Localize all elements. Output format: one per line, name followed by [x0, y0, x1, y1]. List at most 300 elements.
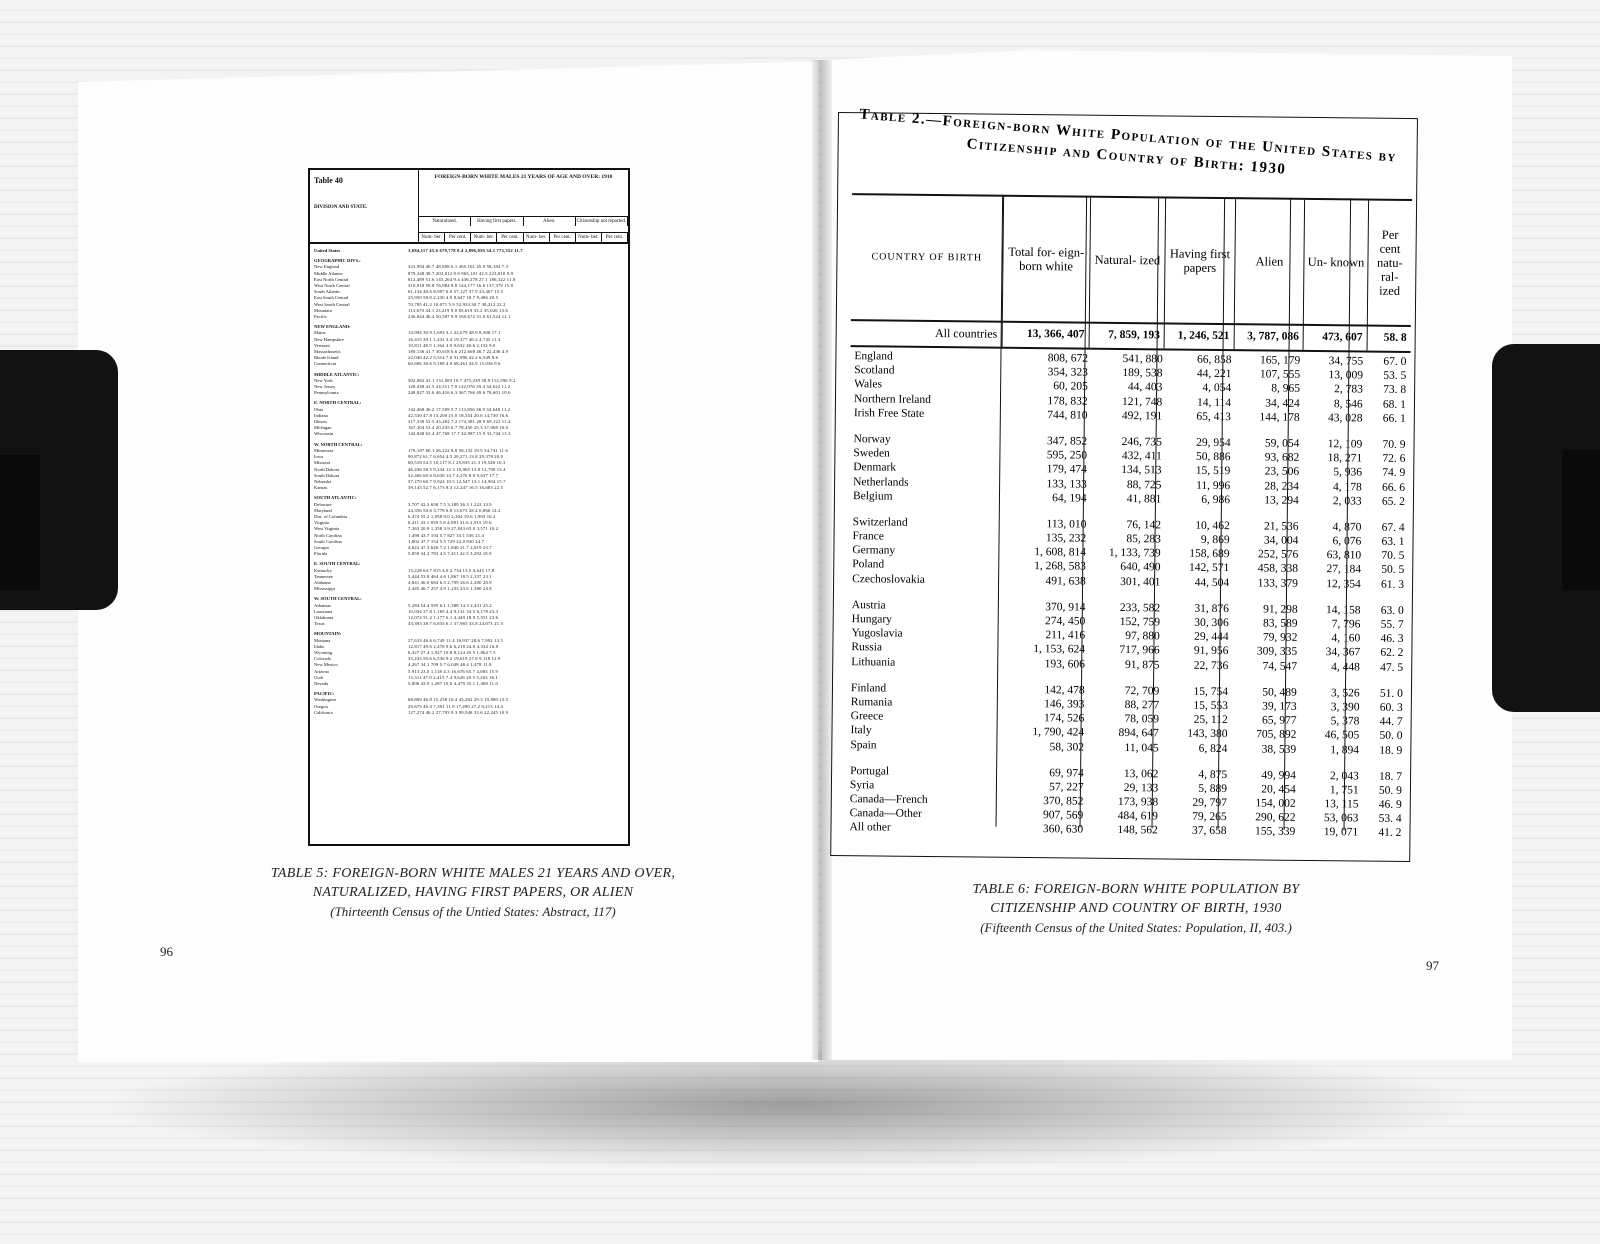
binder-clip-left-handle: [0, 455, 40, 590]
table-cell: 11, 045: [1124, 741, 1159, 754]
scan-row-values: 14,994 30.9 1,693 3.1 22,679 48.9 8,308 17.1: [408, 330, 501, 336]
country-name: Northern Ireland: [853, 392, 932, 406]
table-cell: 74, 547: [1262, 660, 1298, 673]
table-cell: 458, 338: [1257, 562, 1299, 576]
country-name: Norway: [853, 433, 891, 446]
scan-row-name: Texas: [314, 621, 325, 627]
table-cell: 44. 7: [1379, 715, 1403, 729]
scan-row-name: Indiana: [314, 412, 328, 418]
table-cell: 38, 539: [1261, 742, 1297, 756]
scan-row-name: Middle Atlantic: [314, 270, 343, 276]
table-cell: 20, 454: [1261, 783, 1296, 796]
table-cell: 4, 870: [1332, 521, 1362, 534]
table-cell: 64, 194: [1052, 491, 1087, 505]
scan-row-name: New York: [314, 377, 333, 383]
table-cell: 252, 576: [1257, 548, 1299, 562]
table-cell: 12, 109: [1327, 438, 1363, 451]
table-cell: 148, 562: [1117, 824, 1158, 837]
table-cell: 58, 302: [1049, 740, 1085, 754]
table-cell: 63, 810: [1326, 549, 1362, 562]
scan-row-values: 180,136 41.7 30,618 6.6 212,668 46.7 22,436 4.9: [408, 349, 509, 355]
scan-row-name: Vermont: [314, 342, 330, 348]
country-name: Hungary: [851, 613, 893, 626]
scan-subcol-header: Num- ber.: [524, 233, 550, 242]
table-cell: 60, 205: [1053, 380, 1088, 394]
scan-row-values: 3,684,117 45.6 679,778 8.4 2,896,856 34.1 773,352 11.7: [408, 248, 523, 253]
table-cell: 50. 9: [1378, 784, 1402, 797]
scan-row-values: 6,327 27.4 1,927 10.8 8,124 45.5 1,864 7.5: [408, 649, 496, 655]
scan-row: [314, 431, 624, 437]
table-cell: 53, 063: [1323, 812, 1359, 825]
scan-row: [314, 551, 624, 557]
scan-row-name: Oklahoma: [314, 614, 334, 620]
table-cell: 46. 9: [1378, 798, 1402, 812]
scan-header: [310, 170, 628, 244]
table-cell: 41. 2: [1378, 827, 1402, 840]
scan-row-values: 4,622 47.3 626 7.2 1,846 21.7 2,019 23.7: [408, 544, 492, 550]
scan-row-values: 127,274 46.2 27,793 9.3 99,948 33.6 22,445 10.9: [408, 709, 509, 715]
table-cell: 50, 489: [1262, 686, 1297, 699]
table-cell: 62. 2: [1380, 647, 1404, 660]
table-cell: 66, 858: [1196, 353, 1232, 367]
scan-row-name: Oregon: [314, 703, 328, 709]
table-cell: 121, 748: [1121, 395, 1163, 408]
country-name: Sweden: [853, 447, 890, 460]
country-name: Switzerland: [852, 516, 908, 529]
scan-row-name: Maryland: [314, 507, 332, 513]
table-cell: 2, 043: [1329, 769, 1359, 783]
table-cell: 1, 268, 583: [1034, 560, 1086, 574]
table-cell: 50. 5: [1381, 564, 1405, 577]
table-cell: 1, 608, 814: [1034, 546, 1087, 559]
table-cell: 432, 411: [1121, 450, 1162, 463]
table-header-row: [851, 193, 1412, 327]
country-name: Germany: [852, 544, 896, 557]
table-cell: 31, 876: [1194, 602, 1229, 615]
table-cell: 53. 5: [1383, 369, 1407, 383]
scan-row-values: 24,356 50.6 3,778 6.8 13,673 28.4 6,866 14.2: [408, 507, 501, 513]
table-cell: 3, 526: [1330, 686, 1360, 700]
row-group: [850, 349, 1411, 426]
table-cell: 6, 076: [1332, 535, 1362, 548]
table-cell: 91, 875: [1124, 658, 1160, 671]
scan-row-values: 142,468 46.2 17,509 5.7 113,856 36.9 34,648 11.2: [408, 406, 511, 412]
scan-row-values: 167,304 53.4 20,235 6.7 78,450 25.3 37,068 10.6: [408, 425, 509, 431]
scan-row-values: 113,670 44.1 23,219 9.0 85,619 33.2 35,026 13.6: [408, 307, 508, 313]
scan-row-values: 10,034 27.8 1,169 4.4 9,131 34.5 6,178 23.3: [408, 608, 499, 614]
table-cell: 178, 832: [1047, 394, 1088, 408]
scan-row-values: 2,445 46.7 257 4.9 1,233 23.6 1,300 24.8: [408, 586, 492, 592]
scan-row: [314, 314, 624, 320]
scan-group-title: W. NORTH CENTRAL:: [314, 441, 363, 447]
table-cell: 4, 448: [1331, 660, 1361, 674]
scan-row-name: South Atlantic: [314, 289, 341, 295]
scan-row-values: 502,082 41.1 131,083 10.7 475,239 38.9 112,596 9.2: [408, 377, 516, 383]
scan-row-name: Kansas: [314, 485, 328, 491]
scan-row-name: Minnesota: [314, 447, 334, 453]
scan-row-values: 35,243 50.6 6,536 9.2 19,619 27.8 9,118 12.9: [408, 656, 501, 662]
scan-row-values: 5,913 23.0 1,118 4.3 16,676 65.7 4,083 15.9: [408, 668, 498, 674]
scan-body: [310, 244, 628, 720]
scan-row-values: 4,267 34.1 709 5.7 6,048 48.4 1,478 11.8: [408, 662, 492, 668]
table-cell: 49, 994: [1261, 769, 1296, 782]
page-number-left: 96: [160, 944, 173, 959]
table-cell: 354, 323: [1047, 366, 1089, 379]
table-cell: 173, 938: [1117, 796, 1159, 809]
scan-group-title: W. SOUTH CENTRAL:: [314, 596, 362, 602]
scan-row-name: Arkansas: [314, 602, 332, 608]
scan-row-name: East South Central: [314, 295, 349, 301]
scan-col-header: Naturalized.: [419, 217, 471, 226]
table-cell: 63. 0: [1380, 604, 1404, 617]
table-cell: 133, 379: [1257, 577, 1298, 590]
caption-title: TABLE 6: FOREIGN-BORN WHITE POPULATION BY CITIZENSHIP AND COUNTRY OF BIRTH, 1930: [972, 882, 1300, 916]
table-cell: 70. 9: [1382, 438, 1406, 451]
country-name: France: [852, 530, 884, 543]
scan-total-row: [314, 248, 624, 254]
table-title: Table 2.—Foreign-born White Population of the United States by Citizenship and Country of Birth: 1930: [858, 106, 1398, 178]
scan-row: [314, 621, 624, 627]
scan-row-values: 236,844 46.4 50,587 9.9 160,672 31.6 61,524 12.1: [408, 314, 511, 320]
scan-row-values: 27,633 46.6 6,749 11.4 16,937 28.6 7,992 13.5: [408, 637, 503, 643]
table-cell: 9, 869: [1200, 533, 1230, 547]
table-cell: 60. 3: [1379, 701, 1403, 714]
table-cell: 4, 178: [1333, 480, 1362, 494]
table-cell: 246, 735: [1121, 435, 1162, 449]
scan-row-values: 46,436 58.5 9,234 12.3 10,965 13.8 12,790 15.4: [408, 466, 506, 472]
table-cell: 79, 265: [1192, 810, 1227, 824]
table-cell: 6, 824: [1198, 742, 1228, 755]
scan-row-values: 70,785 41.2 10,071 5.9 52,933 30.7 38,212 22.2: [408, 301, 506, 307]
scan-row-name: Pennsylvania: [314, 390, 339, 396]
caption-table-6: [936, 880, 1336, 937]
table-cell: 29, 797: [1192, 796, 1227, 810]
table-cell: 18. 7: [1378, 770, 1403, 783]
table-cell: 174, 526: [1044, 712, 1085, 725]
scan-row-values: 13,228 64.7 815 4.0 2,734 13.5 3,645 17.8: [408, 567, 495, 573]
row-group: [849, 432, 1410, 509]
table-cell: 1, 894: [1330, 743, 1360, 756]
table-cell: 72, 709: [1124, 684, 1160, 698]
table-cell: 14, 114: [1196, 396, 1232, 409]
scan-row-name: Georgia: [314, 544, 329, 550]
table-cell: 907, 569: [1042, 809, 1084, 822]
table-cell: 142, 478: [1044, 683, 1085, 697]
table-cell: 29, 133: [1123, 781, 1159, 795]
table-cell: 46, 505: [1324, 729, 1360, 742]
scan-row-values: 310,918 58.8 76,984 8.8 144,177 16.6 137,379 15.8: [408, 283, 514, 289]
scan-row-values: 323,994 40.7 48,808 6.1 365,161 45.9 58,184 7.3: [408, 264, 509, 270]
table-cell: 37, 658: [1192, 825, 1227, 838]
scan-row-name: Missouri: [314, 460, 331, 466]
caption-title: TABLE 5: FOREIGN-BORN WHITE MALES 21 YEARS AND OVER, NATURALIZED, HAVING FIRST PAPERS, OR ALIEN: [270, 866, 676, 900]
scan-row-name: Pacific: [314, 314, 327, 320]
table-cell: 8, 546: [1333, 397, 1363, 411]
scan-group-title: MIDDLE ATLANTIC:: [314, 371, 360, 377]
scan-row-name: North Carolina: [314, 532, 342, 538]
scan-subcol-header: Num- ber.: [419, 233, 445, 242]
table-cell: 492, 191: [1121, 409, 1163, 423]
table-cell: 301, 401: [1120, 575, 1161, 589]
scan-row-name: Mountain: [314, 307, 332, 313]
scan-row-name: Arizona: [314, 668, 329, 674]
scan-row-values: 16,415 39.1 1,431 3.4 19,377 46.2 4,745 11.3: [408, 336, 501, 342]
scan-row: [314, 586, 624, 592]
table-cell: 15, 754: [1193, 685, 1229, 698]
caption-source: (Fifteenth Census of the United States: Population, II, 403.): [980, 920, 1292, 935]
row-group: [847, 598, 1408, 675]
table-cell: 113, 010: [1046, 518, 1087, 531]
scan-row-name: Kentucky: [314, 567, 332, 573]
column-header: Natural- ized: [1090, 198, 1167, 323]
table-cell: 46. 3: [1380, 632, 1404, 646]
caption-source: (Thirteenth Census of the Untied States: Abstract, 117): [330, 904, 616, 919]
scan-row-name: Dist. of Columbia: [314, 513, 348, 519]
scan-subcol-header: Per cent.: [550, 233, 576, 242]
table-cell: 13, 009: [1328, 369, 1364, 382]
table-cell: 595, 250: [1046, 449, 1088, 462]
table-cell: 27, 184: [1326, 563, 1362, 576]
table-cell: 18, 271: [1327, 452, 1363, 465]
country-name: Russia: [851, 641, 883, 654]
scan-row-values: 39,143 52.7 6,173 8.3 12,247 16.5 16,683 22.5: [408, 485, 504, 491]
table-cell: 146, 393: [1044, 698, 1085, 711]
country-name: Spain: [850, 738, 877, 751]
scan-row-values: 25,950 58.0 2,230 4.9 8,647 18.7 9,486 20.5: [408, 295, 499, 301]
scan-row-name: New Mexico: [314, 662, 338, 668]
country-name: Denmark: [853, 461, 897, 474]
table-cell: 63. 1: [1381, 535, 1405, 549]
scan-row-name: Delaware: [314, 501, 332, 507]
table-cell: 717, 966: [1119, 644, 1160, 657]
table-cell: 14, 158: [1325, 603, 1361, 617]
scan-row-values: 7,263 20.9 1,358 3.9 27,843 65.0 3,571 10.2: [408, 526, 499, 532]
table-cell: 93, 682: [1264, 451, 1300, 464]
table-1930: [830, 106, 1418, 862]
table-cell: 53. 4: [1378, 812, 1402, 826]
table-cell: 11, 996: [1196, 479, 1231, 492]
table-cell: 274, 450: [1045, 615, 1086, 628]
scan-row-values: 32,466 60.6 8,630 14.7 4,276 8.0 9,637 17.7: [408, 472, 499, 478]
country-name: Austria: [851, 598, 886, 612]
scan-row-name: Wyoming: [314, 649, 333, 655]
scan-header-right: [419, 170, 628, 242]
scan-row-values: 179,187 60.1 26,222 8.8 58,132 19.5 34,741 11.6: [408, 447, 508, 453]
table-cell: 211, 416: [1045, 629, 1086, 642]
scan-group-title: E. NORTH CENTRAL:: [314, 400, 362, 406]
scan-row: [314, 710, 624, 716]
scan-row-values: 1,490 43.7 194 5.7 827 33.1 536 21.4: [408, 532, 485, 538]
scan-row-name: California: [314, 709, 333, 715]
scan-subcol-header: Per cent.: [602, 233, 628, 242]
scan-row-values: 142,848 63.4 47,768 17.7 42,987 15.9 33,744 13.3: [408, 431, 511, 437]
row-group: [848, 515, 1409, 592]
table-cell: 1, 790, 424: [1032, 726, 1085, 739]
scan-row-name: United States: [314, 248, 341, 253]
table-cell: 1, 133, 739: [1108, 547, 1161, 560]
table-cell: 309, 335: [1256, 645, 1298, 659]
table-cell: 57, 227: [1049, 781, 1084, 794]
column-header: Per cent natu- ral- ized: [1376, 227, 1403, 298]
table-cell: 143, 380: [1187, 728, 1228, 741]
country-name: England: [854, 350, 893, 363]
scan-row-name: Maine: [314, 330, 326, 336]
scan-col-header: Citizenship not reported.: [576, 219, 627, 224]
table-cell: 1, 153, 624: [1033, 643, 1086, 656]
table-cell: 61. 3: [1381, 578, 1405, 591]
table-cell: 142, 571: [1189, 562, 1230, 575]
column-header: Alien: [1235, 199, 1306, 324]
table-cell: 83, 589: [1262, 617, 1298, 630]
table-cell: 5, 378: [1330, 715, 1360, 728]
table-cell: 8, 965: [1271, 382, 1301, 396]
table-cell: 88, 725: [1126, 478, 1162, 491]
scan-row-name: Colorado: [314, 656, 332, 662]
total-row: [851, 319, 1411, 353]
table-cell: 76, 142: [1126, 518, 1162, 532]
country-name: Scotland: [854, 364, 895, 377]
column-header: Total for- eign-born white: [1002, 197, 1090, 322]
table-cell: 2, 033: [1332, 494, 1362, 508]
table-cell: 158, 689: [1189, 547, 1230, 561]
table-cell: 705, 892: [1256, 728, 1297, 742]
table-cell: 41, 881: [1126, 492, 1162, 506]
table-cell: 85, 283: [1126, 533, 1161, 546]
country-name: Rumania: [850, 696, 893, 709]
table-cell: 134, 513: [1121, 464, 1162, 477]
scan-subcol-header: Num- ber.: [471, 233, 497, 242]
table-cell: 6, 986: [1201, 493, 1231, 506]
table-cell: 154, 002: [1255, 797, 1296, 810]
table-cell: 43, 028: [1327, 411, 1363, 425]
table-cell: 15, 519: [1195, 465, 1231, 478]
table-cell: 370, 852: [1043, 795, 1084, 808]
scan-stub-label: DIVISION AND STATE.: [314, 205, 368, 210]
country-name: Greece: [850, 710, 884, 723]
scan-row-values: 317,339 52.5 43,482 7.2 174,381 28.9 69,122 11.4: [408, 419, 511, 425]
table-cell: 370, 914: [1045, 601, 1086, 614]
page-number-right: 97: [1426, 958, 1439, 973]
table-cell: 290, 622: [1255, 811, 1296, 825]
table-cell: 97, 880: [1125, 630, 1160, 643]
scan-column-headers: [419, 216, 628, 226]
scan-row-values: 29,675 46.4 7,391 11.9 17,490 27.2 9,213 14.4: [408, 703, 503, 709]
table-cell: 44, 221: [1196, 367, 1232, 381]
country-name: Netherlands: [853, 475, 909, 489]
total-cell: 3, 787, 086: [1234, 323, 1304, 350]
scan-row-values: 60,518 54.5 10,117 8.1 25,835 21.3 19,540 16.3: [408, 460, 506, 466]
total-cell: 7, 859, 193: [1089, 322, 1165, 349]
scan-tag-label: Table 40: [314, 176, 343, 185]
table-cell: 165, 179: [1259, 354, 1301, 367]
scan-row-name: Washington: [314, 697, 336, 703]
table-cell: 51. 0: [1379, 687, 1403, 700]
scan-row-name: East North Central: [314, 276, 349, 282]
table-cell: 65, 977: [1261, 714, 1297, 727]
table-cell: 50. 0: [1379, 730, 1403, 743]
table-cell: 70. 5: [1381, 549, 1405, 563]
scan-row-name: New Jersey: [314, 384, 336, 390]
scan-row-name: Mississippi: [314, 586, 335, 592]
table-cell: 78, 059: [1124, 713, 1160, 726]
scan-row-name: Florida: [314, 551, 328, 557]
scan-col-header: Alien.: [524, 217, 576, 226]
country-name: Czechoslovakia: [852, 572, 925, 586]
scan-row-name: North Dakota: [314, 466, 340, 472]
scan-row-values: 5,806 43.9 1,287 10.0 4,479 35.1 1,400 11.0: [408, 681, 498, 686]
table-cell: 66. 6: [1382, 481, 1406, 494]
scan-row-values: 3,707 42.2 658 7.5 3,189 36.3 1,222 13.9: [408, 501, 492, 507]
total-cell: 13, 366, 407: [1002, 321, 1089, 348]
scan-row-values: 248,827 33.6 46,416 6.3 367,766 49.6 78,601 10.6: [408, 390, 511, 396]
scan-row-values: 6,474 55.2 1,058 9.0 2,304 19.6 1,903 16.2: [408, 513, 496, 519]
table-cell: 67. 0: [1383, 355, 1407, 368]
table-cell: 135, 232: [1045, 532, 1087, 545]
table-cell: 2, 783: [1334, 383, 1363, 396]
table-cell: 74. 9: [1382, 467, 1406, 480]
table-cell: 25, 112: [1193, 713, 1228, 727]
table-cell: 29, 954: [1196, 436, 1231, 450]
total-label: All countries: [851, 319, 1003, 347]
table-cell: 55. 7: [1380, 618, 1404, 631]
table-cell: 13, 062: [1123, 767, 1159, 781]
scan-row-name: Iowa: [314, 454, 324, 460]
scan-row-values: 22,040 42.2 5,314 7.0 31,996 42.2 6,549 8.6: [408, 355, 499, 361]
table-cell: 744, 810: [1047, 408, 1088, 422]
table-cell: 88, 277: [1124, 698, 1160, 712]
scan-group-title: E. SOUTH CENTRAL:: [314, 561, 361, 567]
table-cell: 79, 932: [1262, 631, 1298, 645]
table-cell: 541, 880: [1122, 352, 1163, 366]
table-cell: 155, 339: [1255, 825, 1296, 839]
scan-subcolumn-headers: [419, 232, 628, 242]
row-group: [845, 764, 1406, 841]
table-cell: 484, 619: [1117, 810, 1159, 823]
table-cell: 28, 234: [1264, 479, 1300, 493]
scan-row-name: Louisiana: [314, 608, 333, 614]
country-name: Belgium: [852, 489, 893, 503]
scan-row-name: Ohio: [314, 406, 324, 412]
table-cell: 7, 796: [1331, 618, 1361, 631]
table-cell: 808, 672: [1047, 352, 1089, 365]
table-cell: 133, 133: [1046, 477, 1087, 491]
table-cell: 4, 054: [1202, 382, 1232, 395]
scan-row-name: Massachusetts: [314, 349, 341, 355]
scan-row-name: Tennessee: [314, 573, 333, 579]
table-cell: 12, 354: [1326, 577, 1361, 591]
table-cell: 640, 490: [1120, 561, 1161, 574]
table-cell: 1, 751: [1329, 784, 1359, 797]
table-cell: 189, 538: [1122, 367, 1163, 380]
scan-row-values: 5,444 53.8 464 4.6 1,867 18.5 2,337 23.1: [408, 573, 492, 579]
table-cell: 91, 298: [1263, 603, 1298, 616]
table-cell: 4, 875: [1198, 768, 1228, 781]
table-cell: 5, 936: [1333, 466, 1363, 479]
scan-subcol-header: Num- ber.: [576, 233, 602, 242]
table-cell: 65. 2: [1381, 495, 1405, 508]
scan-row-name: South Dakota: [314, 472, 340, 478]
table-cell: 73. 8: [1383, 384, 1407, 397]
table-cell: 144, 178: [1259, 411, 1300, 424]
table-cell: 491, 638: [1045, 574, 1086, 588]
country-name: Portugal: [850, 764, 890, 778]
table-cell: 152, 759: [1119, 615, 1161, 629]
scan-row-name: Michigan: [314, 425, 332, 431]
scan-row-name: West North Central: [314, 283, 350, 289]
scan-group-title: GEOGRAPHIC DIVS.:: [314, 258, 361, 264]
book-gutter: [812, 60, 832, 1060]
scan-subcol-header: Per cent.: [497, 233, 523, 242]
